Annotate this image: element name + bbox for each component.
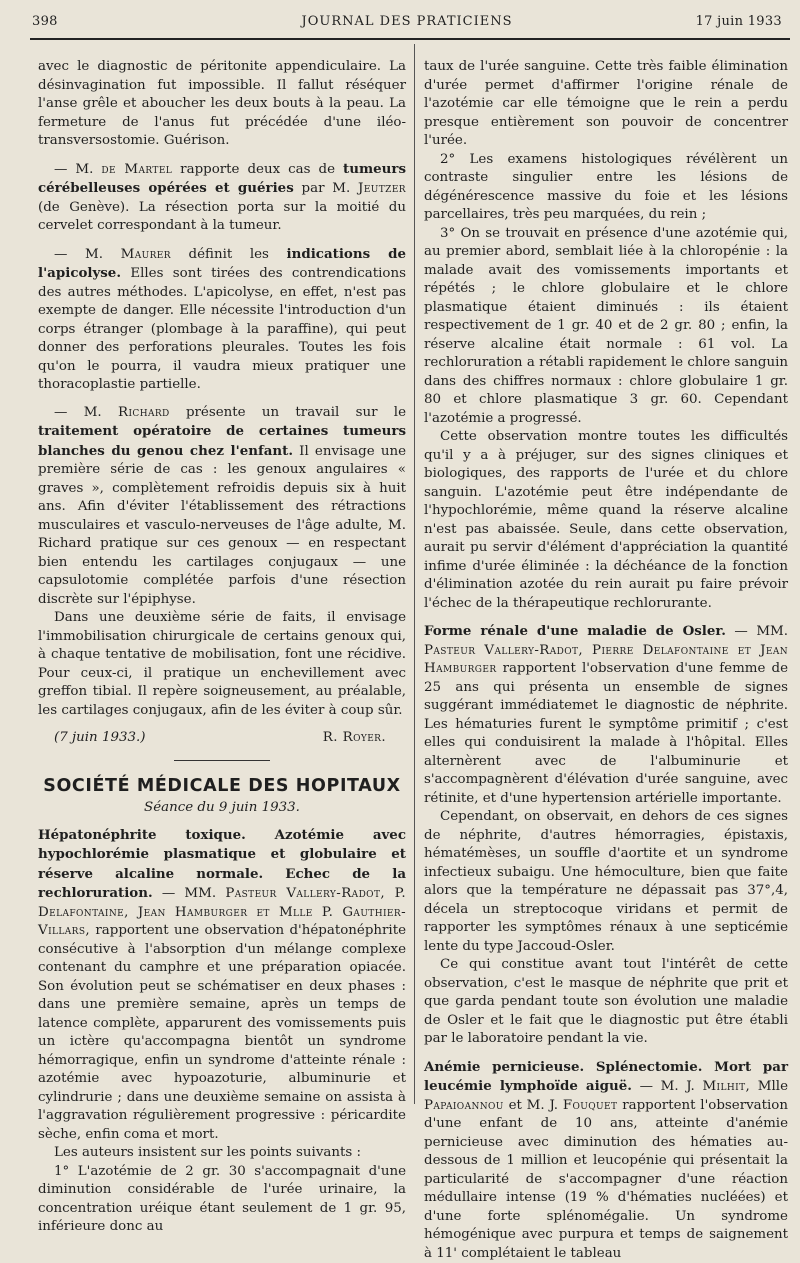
article-title: Anémie pernicieuse. Splénectomie. Mort par leucémie lymphoïde aiguë. xyxy=(424,1059,788,1095)
journal-title: JOURNAL DES PRATICIENS xyxy=(32,14,782,29)
paragraph-osler xyxy=(424,622,788,808)
author-names: Pasteur Vallery-Radot, P. Delafontaine, Jean Hamburger et Mlle P. Gauthier-Villars, xyxy=(38,886,406,938)
author-name: Maurer xyxy=(121,247,171,262)
dash: — MM. xyxy=(726,624,788,639)
header-rule xyxy=(30,38,790,40)
paragraph: Cependant, on observait, en dehors de ces signes de néphrite, d'autres hémorragies, épistaxis, hématémèses, un souffle d'aortite et un syndrome infectieux subaigu. Une hémoculture, bien que faite alors que la température ne dépassait pas 37°,4, décela un streptocoque viridans et permit de rapporter les symptômes rénaux à une septicémie lente du type Jaccoud-Osler. xyxy=(424,808,788,956)
author-names: Pasteur Vallery-Radot, Pierre Delafontaine et Jean Hamburger xyxy=(424,643,788,677)
paragraph: avec le diagnostic de péritonite appendiculaire. La désinvagination fut impossible. Il fallut réséquer l'anse grêle et aboucher les deux bouts à la peau. La fermeture de l'anus fut précédée d'une iléo-transversostomie. Guérison. xyxy=(38,58,406,151)
right-column xyxy=(424,58,788,1263)
signature-line xyxy=(38,729,406,748)
text: Elles sont tirées des contrendications des autres méthodes. L'apicolyse, en effet, n'est pas exempte de danger. Elle nécessite l'introduction d'un corps étranger (plombage à la paraffine), qui peut donner des perforations pleurales. Toutes les fois qu'on le pourra, il vaudra mieux pratiquer une thoracoplastie partielle. xyxy=(38,266,406,392)
signature-author: R. Royer. xyxy=(323,729,406,748)
column-divider xyxy=(414,44,415,1104)
paragraph: Les auteurs insistent sur les points suivants : xyxy=(38,1144,406,1163)
bold-topic: tumeurs cérébelleuses opérées et guéries xyxy=(38,161,406,197)
article-title: Hépatonéphrite toxique. Azotémie avec hypochlorémie plasmatique et globulaire et réserve alcaline normale. Echec de la rechloruration. xyxy=(38,827,406,902)
text: Mlle xyxy=(750,1079,788,1094)
section-divider xyxy=(174,760,270,761)
dash: — M. J. xyxy=(632,1079,702,1094)
text: rapporte deux cas de xyxy=(172,162,343,177)
paragraph-anemie xyxy=(424,1058,788,1263)
page-header xyxy=(32,14,782,36)
bold-topic: indications de l'apicolyse. xyxy=(38,246,406,282)
text: et M. J. xyxy=(504,1098,563,1113)
paragraph-richard xyxy=(38,404,406,610)
author-name: Milhit, xyxy=(702,1079,750,1094)
paragraph: 2° Les examens histologiques révélèrent un contraste singulier entre les lésions de dégénérescence massive du foie et les lésions parcellaires, très peu marquées, du rein ; xyxy=(424,151,788,225)
paragraph-martel xyxy=(38,160,406,236)
paragraph: 3° On se trouvait en présence d'une azotémie qui, au premier abord, semblait liée à la chloropénie : la malade avait des vomissements importants et répétés ; le chlore globulaire et le chlore plasmatique étaient diminués : ils étaient respectivement de 1 gr. 40 et de 2 gr. 80 ; enfin, la réserve alcaline était normale : 61 vol. La rechloruration a rétabli rapidement le chlore sanguin dans des chiffres normaux : chlore globulaire 1 gr. 80 et chlore plasmatique 3 gr. 60. Cependant l'azotémie a progressé. xyxy=(424,225,788,429)
dash: — M. xyxy=(54,405,118,420)
author-name: Jeutzer xyxy=(358,181,406,196)
issue-date: 17 juin 1933 xyxy=(696,14,782,29)
article-title: Forme rénale d'une maladie de Osler. xyxy=(424,623,726,639)
signature-date: (7 juin 1933.) xyxy=(54,729,146,748)
author-name: Fouquet xyxy=(563,1098,618,1113)
text: présente un travail sur le xyxy=(170,405,406,420)
text: définit les xyxy=(171,247,287,262)
paragraph-maurer xyxy=(38,245,406,395)
author-name: de Martel xyxy=(101,162,172,177)
text: rapportent l'observation d'une femme de 25 ans qui présenta un ensemble de signes suggérant immédiatemet le diagnostic de néphrite. Les hématuries furent le symptôme primitif ; c'est elles qui conduisirent la malade à l'hôpital. Elles alternèrent avec de l'albuminurie et s'accompagnèrent d'élévation d'urée sanguine, avec rétinite, et d'une hypertension artérielle importante. xyxy=(424,661,788,806)
page-number: 398 xyxy=(32,14,58,29)
dash: — MM. xyxy=(153,886,226,901)
session-date: Séance du 9 juin 1933. xyxy=(38,799,406,818)
paragraph: 1° L'azotémie de 2 gr. 30 s'accompagnait d'une diminution considérable de l'urée urinaire, la concentration uréique étant seulement de 1 gr. 95, inférieure donc au xyxy=(38,1163,406,1237)
text: rapportent l'observation d'une enfant de 10 ans, atteinte d'anémie pernicieuse avec diminution des hématies au-dessous de 1 million et leucopénie qui présentait la particularité de s'accompagner d'une réaction médullaire intense (19 % d'hématies nucléées) et d'une forte splénomégalie. Un syndrome hémogénique avec purpura et temps de saignement à 11' complétaient le tableau xyxy=(424,1098,788,1261)
text: (de Genève). La résection porta sur la moitié du cervelet correspondant à la tumeur. xyxy=(38,200,406,234)
author-name: Papaioannou xyxy=(424,1098,504,1113)
author-name: Richard xyxy=(118,405,170,420)
dash: — M. xyxy=(54,247,121,262)
paragraph-hepatonephrite xyxy=(38,826,406,1145)
bold-topic: traitement opératoire de certaines tumeurs blanches du genou chez l'enfant. xyxy=(38,423,406,459)
paragraph: Cette observation montre toutes les difficultés qu'il y a à préjuger, sur des signes cliniques et biologiques, des rapports de l'urée et du chlore sanguin. L'azotémie peut être indépendante de l'hypochlorémie, même quand la réserve alcaline n'est pas abaissée. Seule, dans cette observation, aurait pu servir d'élément d'appréciation la quantité infime d'urée éliminée : la déchéance de la fonction d'élimination azotée du rein aurait pu faire prévoir l'échec de la thérapeutique rechlorurante. xyxy=(424,428,788,613)
text: par M. xyxy=(294,181,358,196)
dash: — M. xyxy=(54,162,101,177)
text: rapportent une observation d'hépatonéphrite consécutive à l'absorption d'un mélange complexe contenant du camphre et une préparation opiacée. Son évolution peut se schématiser en deux phases : dans une première semaine, après un temps de latence complète, apparurent des vomissements puis un ictère qu'accompagna bientôt un syndrome hémorragique, enfin un syndrome d'atteinte rénale : azotémie avec hypoazoturie, albuminurie et cylindrurie ; dans une deuxième semaine on assista à l'aggravation régulièrement progressive : péricardite sèche, enfin coma et mort. xyxy=(38,923,406,1142)
text: Il envisage une première série de cas : les genoux angulaires « graves », complètement refroidis depuis six à huit ans. Afin d'éviter l'établissement des rétractions musculaires et vasculo-nerveuses de l'âge adulte, M. Richard pratique sur ces genoux — en respectant bien entendu les cartilages conjugaux — une capsulotomie complétée parfois d'une résection discrète sur l'épiphyse. xyxy=(38,444,406,607)
left-column xyxy=(38,58,406,1237)
paragraph: Ce qui constitue avant tout l'intérêt de cette observation, c'est le masque de néphrite que prit et que garda pendant toute son évolution une maladie de Osler et le fait que le diagnostic put être établi par le laboratoire pendant la vie. xyxy=(424,956,788,1049)
paragraph: Dans une deuxième série de faits, il envisage l'immobilisation chirurgicale de certains genoux qui, à chaque tentative de mobilisation, font une récidive. Pour ceux-ci, il pratique un enchevillement avec greffon tibial. Il repère soigneusement, au préalable, les cartilages conjugaux, afin de les éviter à coup sûr. xyxy=(38,609,406,720)
paragraph: taux de l'urée sanguine. Cette très faible élimination d'urée permet d'affirmer l'origine rénale de l'azotémie car elle témoigne que le rein a perdu presque entièrement son pouvoir de concentrer l'urée. xyxy=(424,58,788,151)
society-title: SOCIÉTÉ MÉDICALE DES HOPITAUX xyxy=(38,777,406,796)
